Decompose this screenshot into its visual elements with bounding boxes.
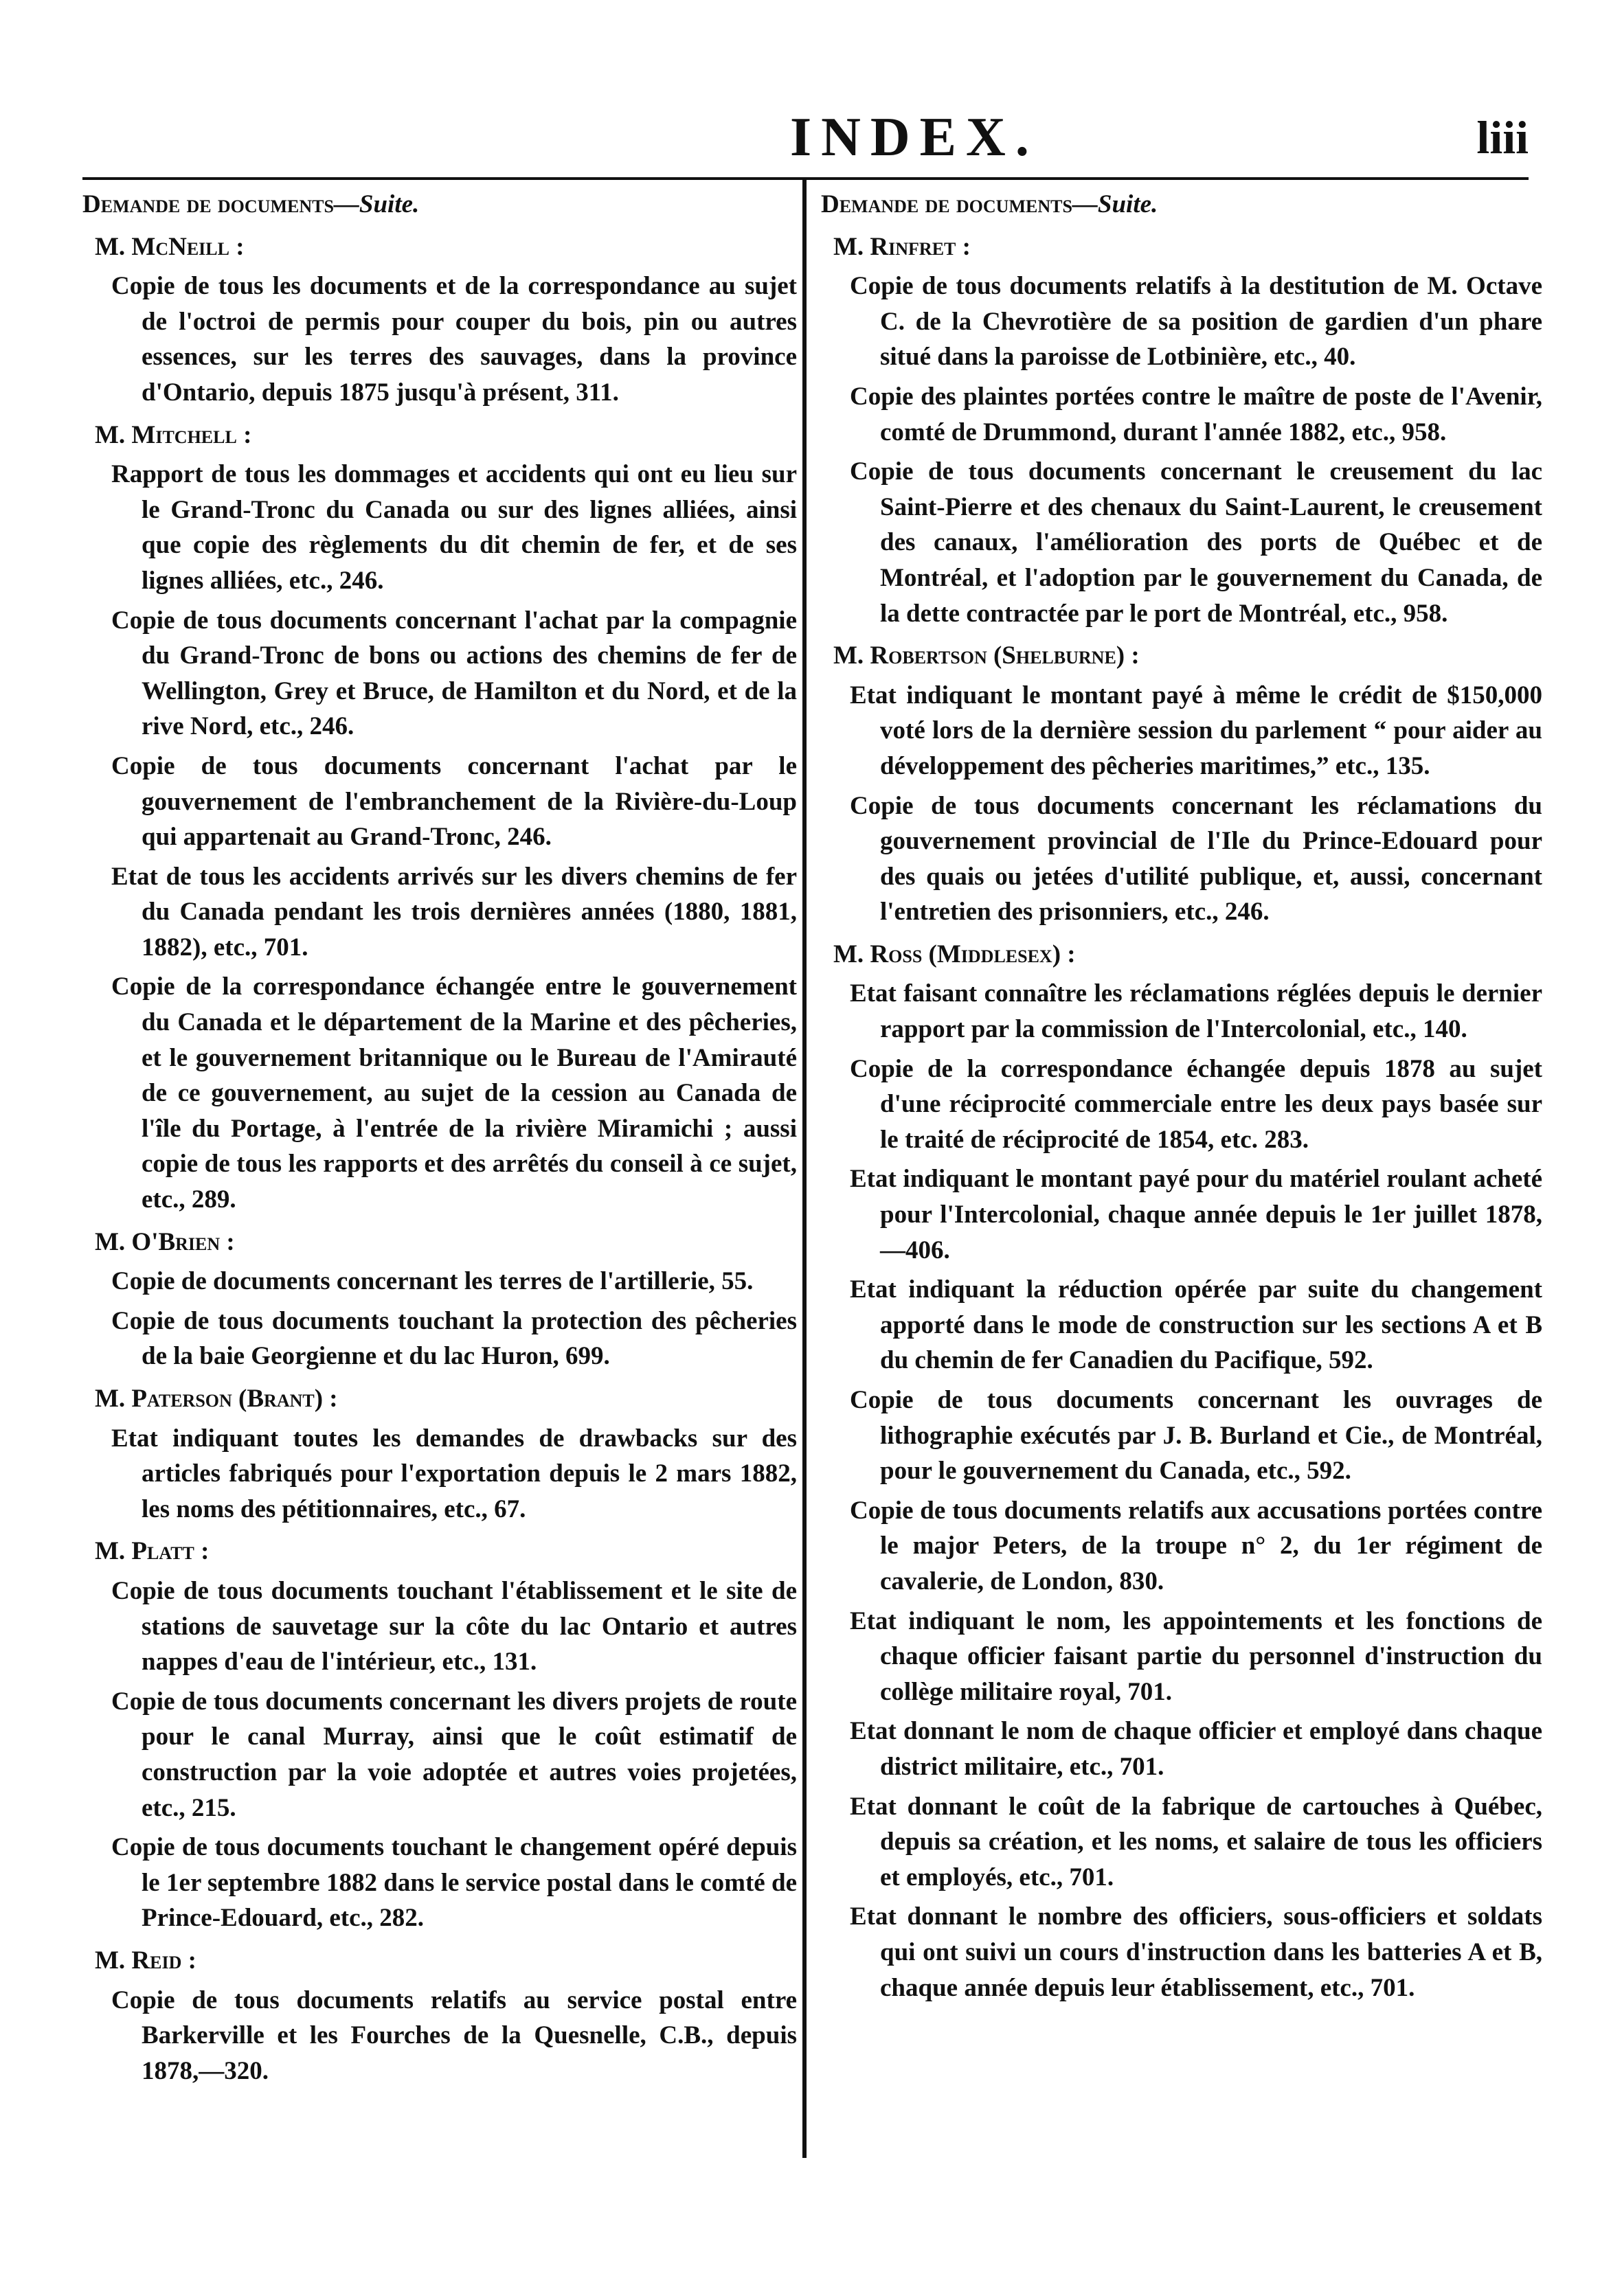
- section-heading: [821, 187, 1542, 223]
- index-entry: Etat indiquant la réduction opérée par suite du changement apporté dans le mode de construction sur les sections A et B du chemin de fer Canadien du Pacifique, 592.: [850, 1275, 1542, 1375]
- member-heading: M. McNeill :: [95, 232, 245, 261]
- index-entry: Copie de tous documents concernant l'achat par le gouvernement de l'embranchement de la Rivière-du-Loup qui appartenait au Grand-Tronc, 246.: [111, 751, 797, 852]
- index-entry: Copie de tous documents touchant la protection des pêcheries de la baie Georgienne et du lac Huron, 699.: [111, 1306, 797, 1371]
- index-entry: Copie de tous documents relatifs au service postal entre Barkerville et les Fourches de la Quesnelle, C.B., depuis 1878,—320.: [111, 1986, 797, 2085]
- index-entry: Copie de tous documents concernant les réclamations du gouvernement provincial de l'Ile du Prince-Edouard pour des quais ou jetées d'utilité publique, et, aussi, concernant l'entretien des prisonniers, etc., 246.: [850, 791, 1542, 927]
- index-entry: Copie de la correspondance échangée depuis 1878 au sujet d'une réciprocité commerciale entre les deux pays basée sur le traité de réciprocité de 1854, etc. 283.: [850, 1054, 1542, 1154]
- section-heading-text: Demande de documents: [821, 190, 1072, 218]
- member-heading: M. Robertson (Shelburne) :: [833, 641, 1140, 670]
- index-entry: Copie de tous documents concernant l'achat par la compagnie du Grand-Tronc de bons ou actions des chemins de fer de Wellington, Grey et Bruce, de Hamilton et du Nord, et de la rive Nord, etc., 246.: [111, 606, 797, 741]
- index-entry: Etat indiquant toutes les demandes de drawbacks sur des articles fabriqués pour l'exportation depuis le 2 mars 1882, les noms des pétitionnaires, etc., 67.: [111, 1424, 797, 1523]
- index-entry: Etat donnant le coût de la fabrique de cartouches à Québec, depuis sa création, et les noms, et salaire de tous les officiers et employés, etc., 701.: [850, 1792, 1542, 1891]
- index-entry: Etat indiquant le montant payé pour du matériel roulant acheté pour l'Intercolonial, chaque année depuis le 1er juillet 1878,—406.: [850, 1165, 1542, 1264]
- index-entry: Etat indiquant le montant payé à même le crédit de $150,000 voté lors de la dernière session du parlement “ pour aider au développement des pêcheries maritimes,” etc., 135.: [850, 681, 1542, 780]
- member-heading: M. Paterson (Brant) :: [95, 1385, 338, 1413]
- page-title: INDEX.: [790, 107, 1039, 168]
- index-entry: Copie de tous documents touchant le changement opéré depuis le 1er septembre 1882 dans le service postal dans le comté de Prince-Edouard, etc., 282.: [111, 1833, 797, 1933]
- index-entry: Etat donnant le nombre des officiers, sous-officiers et soldats qui ont suivi un cours d'instruction dans les batteries A et B, chaque année depuis leur établissement, etc., 701.: [850, 1902, 1542, 2002]
- index-entry: Etat de tous les accidents arrivés sur les divers chemins de fer du Canada pendant les trois dernières années (1880, 1881, 1882), etc., 701.: [111, 862, 797, 962]
- member-heading: M. Mitchell :: [95, 420, 252, 449]
- index-entry: Etat indiquant le nom, les appointements et les fonctions de chaque officier faisant partie du personnel d'instruction du collège militaire royal, 701.: [850, 1606, 1542, 1706]
- right-groups: [821, 229, 1542, 2006]
- section-heading-suite: —Suite.: [1072, 190, 1158, 218]
- section-heading: [82, 187, 797, 223]
- index-entry: Copie de la correspondance échangée entre le gouvernement du Canada et le département de la Marine et des pêcheries, et le gouvernement britannique ou le Bureau de l'Amirauté de ce gouvernement, au sujet de la cession au Canada de l'île du Portage, à l'entrée de la rivière Miramichi ; aussi copie de tous les rapports et des arrêtés du conseil à ce sujet, etc., 289.: [111, 973, 797, 1214]
- left-groups: [82, 229, 797, 2089]
- member-heading: M. Platt :: [95, 1537, 210, 1566]
- index-entry: Copie de tous documents concernant les divers projets de route pour le canal Murray, ainsi que le coût estimatif de construction par la voie adoptée et autres voies projetées, etc., 215.: [111, 1687, 797, 1822]
- index-entry: Etat donnant le nom de chaque officier et employé dans chaque district militaire, etc., 701.: [850, 1717, 1542, 1781]
- member-heading: M. Rinfret :: [833, 232, 971, 261]
- column-divider: [802, 180, 807, 2158]
- index-entry: Copie de tous documents concernant le creusement du lac Saint-Pierre et des chenaux du Saint-Laurent, le creusement des canaux, l'amélioration des ports de Québec et de Montréal, et l'adoption par le gouvernement du Canada, de la dette contractée par le port de Montréal, etc., 958.: [850, 457, 1542, 628]
- member-heading: M. Reid :: [95, 1946, 196, 1975]
- index-entry: Copie de tous documents concernant les ouvrages de lithographie exécutés par J. B. Burland et Cie., de Montréal, pour le gouvernement du Canada, etc., 592.: [850, 1386, 1542, 1486]
- index-entry: Copie de tous les documents et de la correspondance au sujet de l'octroi de permis pour couper du bois, pin ou autres essences, sur les terres des sauvages, dans la province d'Ontario, depuis 1875 jusqu'à présent, 311.: [111, 272, 797, 407]
- right-column: [821, 187, 1542, 2005]
- index-entry: Copie de documents concernant les terres de l'artillerie, 55.: [111, 1267, 754, 1296]
- index-entry: Copie des plaintes portées contre le maître de poste de l'Avenir, comté de Drummond, durant l'année 1882, etc., 958.: [850, 382, 1542, 446]
- page-header: [82, 103, 1529, 185]
- index-entry: Etat faisant connaître les réclamations réglées depuis le dernier rapport par la commission de l'Intercolonial, etc., 140.: [850, 979, 1542, 1044]
- page-number: liii: [1476, 111, 1529, 163]
- section-heading-suite: —Suite.: [333, 190, 420, 218]
- member-heading: M. Ross (Middlesex) :: [833, 940, 1076, 968]
- index-entry: Copie de tous documents relatifs aux accusations portées contre le major Peters, de la troupe n° 2, du 1er régiment de cavalerie, de London, 830.: [850, 1496, 1542, 1595]
- section-heading-text: Demande de documents: [82, 190, 334, 218]
- index-entry: Copie de tous documents relatifs à la destitution de M. Octave C. de la Chevrotière de sa position de gardien d'un phare situé dans la paroisse de Lotbinière, etc., 40.: [850, 272, 1542, 372]
- member-heading: M. O'Brien :: [95, 1227, 235, 1256]
- index-entry: Rapport de tous les dommages et accidents qui ont eu lieu sur le Grand-Tronc du Canada ou sur des lignes alliées, ainsi que copie des règlements du dit chemin de fer, et de ses lignes alliées, etc., 246.: [111, 460, 797, 595]
- index-entry: Copie de tous documents touchant l'établissement et le site de stations de sauvetage sur la côte du lac Ontario et autres nappes d'eau de l'intérieur, etc., 131.: [111, 1576, 797, 1676]
- left-column: [82, 187, 797, 2089]
